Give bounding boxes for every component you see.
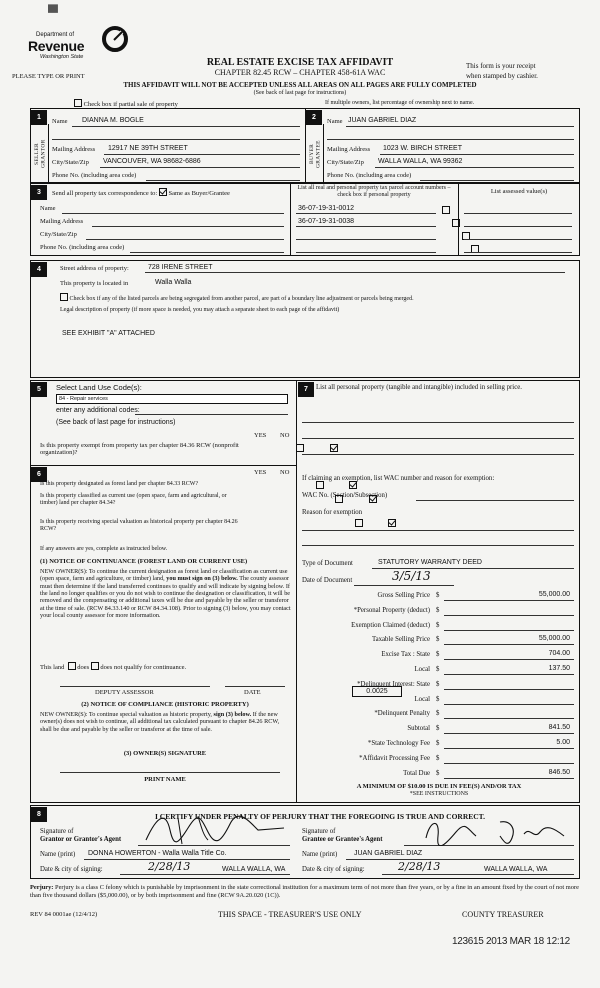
exemption-claim-label: If claiming an exemption, list WAC number and reason for exemption: <box>302 475 495 482</box>
fin-dollar-9: $ <box>436 725 440 732</box>
historic-yes-checkbox[interactable] <box>355 519 363 527</box>
if-yes-note: If any answers are yes, complete as instructed below. <box>40 546 168 552</box>
s6-no-header: NO <box>280 469 290 476</box>
fin-dollar-8: $ <box>436 710 440 717</box>
parcel-2-personal-checkbox[interactable] <box>452 219 460 227</box>
fin-label-6: *Delinquent Interest: State <box>357 681 430 688</box>
grantee-city[interactable]: WALLA WALLA, WA <box>484 866 548 873</box>
this-land-label: This land <box>40 664 65 671</box>
section-1-number: 1 <box>31 110 47 125</box>
section-6-number: 6 <box>31 467 47 482</box>
type-or-print: PLEASE TYPE OR PRINT <box>12 73 85 80</box>
partial-sale-checkbox[interactable] <box>74 99 82 107</box>
revenue-swoosh-icon <box>100 24 130 54</box>
fin-value-0[interactable]: 55,000.00 <box>538 591 570 598</box>
buyer-name-label: Name <box>327 118 343 125</box>
agency-name: Revenue <box>28 38 85 54</box>
minimum-instructions: *SEE INSTRUCTIONS <box>409 791 469 797</box>
historic-question: Is this property receiving special valuation as historical property per chapter 84.26 RCW? <box>40 519 238 532</box>
agency-line2: Washington State <box>40 54 84 60</box>
buyer-side-label: BUYER GRANTEE <box>309 140 322 168</box>
fin-dollar-10: $ <box>436 740 440 747</box>
fin-dollar-2: $ <box>436 622 440 629</box>
street-label: Street address of property: <box>60 265 129 272</box>
buyer-address-label: Mailing Address <box>327 146 371 153</box>
parcel-2[interactable]: 36-07-19-31-0038 <box>298 218 355 225</box>
fin-label-10: *State Technology Fee <box>367 740 430 747</box>
fin-line-5 <box>444 674 574 675</box>
print-name-label: PRINT NAME <box>144 776 186 783</box>
scan-mark: ▀ <box>48 4 58 20</box>
grantor-date[interactable]: 2/28/13 <box>148 860 191 873</box>
fin-value-5[interactable]: 137.50 <box>548 665 570 672</box>
fin-dollar-4: $ <box>436 651 440 658</box>
fin-value-3[interactable]: 55,000.00 <box>538 635 570 642</box>
land-use-value: 84 - Repair services <box>59 396 108 402</box>
form-subtitle: CHAPTER 82.45 RCW – CHAPTER 458-61A WAC <box>214 68 386 77</box>
notice1-text-b: The county assessor must then determine if the land transferred continues to qualify and will indicate by signing below. If the land no longer qualifies or you do not wish to continue the designation or classification, it will be removed and the compensating or additional taxes will be due and payable by the seller or transferor at the time of sale. (RCW 84.33.140 or RCW 84.34.108). Prior to signing (3) below, you may contact your local county assessor for more information. <box>40 575 291 619</box>
legal-value[interactable]: SEE EXHIBIT "A" ATTACHED <box>62 330 155 337</box>
exempt-yes-checkbox[interactable] <box>296 444 304 452</box>
fin-line-0 <box>444 600 574 601</box>
perjury-text: Perjury is a class C felony which is punishable by imprisonment in the state correctional institution for a maximum term of not more than five years, or by a fine in an amount fixed by the court of not more than five thousand dollars ($5,000.00), or by both imprisonment and fine (RCW 9A.20.020 (1C)). <box>30 884 579 899</box>
cashier-stamp: 123615 2013 MAR 18 12:12 <box>452 936 570 947</box>
seller-name[interactable]: DIANNA M. BOGLE <box>82 117 144 124</box>
fin-label-4: Excise Tax : State <box>381 651 430 658</box>
notice2-text-a: NEW OWNER(S): To continue special valuation as historic property, <box>40 711 212 718</box>
grantee-signature[interactable] <box>420 816 570 846</box>
seller-address[interactable]: 12917 NE 39TH STREET <box>108 145 188 152</box>
grantor-name-label: Name (print) <box>40 851 76 858</box>
warning-text: THIS AFFIDAVIT WILL NOT BE ACCEPTED UNLESS ALL AREAS ON ALL PAGES ARE FULLY COMPLETED <box>123 81 477 89</box>
grantee-date-label: Date & city of signing: <box>302 866 365 873</box>
fin-dollar-7: $ <box>436 696 440 703</box>
fin-value-10[interactable]: 5.00 <box>556 739 570 746</box>
fin-dollar-12: $ <box>436 770 440 777</box>
seller-city[interactable]: VANCOUVER, WA 98682-6886 <box>103 158 201 165</box>
segregated-row <box>60 293 560 303</box>
see-back-note: (See back of last page for instructions) <box>253 90 347 96</box>
multiple-owners-note: If multiple owners, list percentage of ownership next to name. <box>325 100 475 106</box>
doc-type-value[interactable]: STATUTORY WARRANTY DEED <box>378 559 482 566</box>
s3-address-label: Mailing Address <box>40 218 84 225</box>
fin-label-2: Exemption Claimed (deduct) <box>351 622 430 629</box>
buyer-city-label: City/State/Zip <box>327 159 364 166</box>
personal-property-label: List all personal property (tangible and intangible) included in selling price. <box>316 384 522 391</box>
fin-label-11: *Affidavit Processing Fee <box>359 755 430 762</box>
form-number: REV 84 0001ae (12/4/12) <box>30 911 98 918</box>
s3-phone-label: Phone No. (including area code) <box>40 244 125 251</box>
agency-line1: Department of <box>36 32 75 38</box>
perjury-label: Perjury: <box>30 884 54 891</box>
grantee-name-label: Name (print) <box>302 851 338 858</box>
notice2-bold: sign (3) below. <box>213 711 252 718</box>
fin-line-12 <box>444 778 574 779</box>
notice1-bold: you must sign on (3) below. <box>166 575 238 583</box>
located-value[interactable]: Walla Walla <box>155 279 192 286</box>
fin-dollar-5: $ <box>436 666 440 673</box>
historic-no-checkbox[interactable] <box>388 519 396 527</box>
fin-line-10 <box>444 748 574 749</box>
fin-label-7: Local <box>414 696 430 703</box>
forest-question: Is this property designated as forest land per chapter 84.33 RCW? <box>40 481 199 487</box>
form-title: REAL ESTATE EXCISE TAX AFFIDAVIT <box>206 57 394 68</box>
fin-line-8 <box>444 718 574 719</box>
additional-codes-label: enter any additional codes: <box>56 407 140 414</box>
grantee-print-name[interactable]: JUAN GABRIEL DIAZ <box>354 850 423 857</box>
does-checkbox[interactable] <box>68 662 76 670</box>
fin-dollar-0: $ <box>436 592 440 599</box>
section-4-number: 4 <box>31 262 47 277</box>
fin-value-4[interactable]: 704.00 <box>548 650 570 657</box>
notice1-title: (1) NOTICE OF CONTINUANCE (FOREST LAND OR CURRENT USE) <box>40 558 248 565</box>
seller-address-label: Mailing Address <box>52 146 96 153</box>
fin-line-3 <box>444 644 574 645</box>
receipt-line2: when stamped by cashier. <box>466 72 538 80</box>
seller-name-label: Name <box>52 118 68 125</box>
fin-line-4 <box>444 659 574 660</box>
section-5-number: 5 <box>31 382 47 397</box>
notice2-text-b: If the new owner(s) does not wish to continue, all additional tax calculated pursuant to chapter 84.26 RCW, shall be due and payable by the seller or transferor at the time of sale. <box>40 711 280 733</box>
same-as-buyer-checkbox[interactable] <box>159 188 167 196</box>
legal-label: Legal description of property (if more space is needed, you may attach a separate sheet to each page of the affidavit) <box>60 307 340 313</box>
fin-value-12[interactable]: 846.50 <box>548 769 570 776</box>
buyer-city[interactable]: WALLA WALLA, WA 99362 <box>378 158 463 165</box>
parcels-header: List all real and personal property tax parcel account numbers – check box if personal property <box>297 185 451 198</box>
fin-dollar-1: $ <box>436 607 440 614</box>
notice1-text <box>40 568 292 619</box>
receipt-line1: This form is your receipt <box>466 62 536 70</box>
section-3-number: 3 <box>31 185 47 200</box>
grantor-sig-label-b: Grantor or Grantor's Agent <box>40 836 122 843</box>
fin-dollar-3: $ <box>436 636 440 643</box>
grantor-date-label: Date & city of signing: <box>40 866 103 873</box>
fin-dollar-6: $ <box>436 681 440 688</box>
fin-label-3: Taxable Selling Price <box>371 636 430 643</box>
partial-sale-label: Check box if partial sale of property <box>83 101 178 108</box>
grantor-signature[interactable] <box>138 810 288 846</box>
owner-signature-label: (3) OWNER(S) SIGNATURE <box>123 750 207 757</box>
buyer-name[interactable]: JUAN GABRIEL DIAZ <box>348 117 417 124</box>
fin-dollar-11: $ <box>436 755 440 762</box>
land-use-label: Select Land Use Code(s): <box>56 383 142 392</box>
doc-date-value[interactable]: 3/5/13 <box>392 569 431 583</box>
wac-label: WAC No. (Section/Subsection) <box>302 492 388 499</box>
section-2-number: 2 <box>306 110 322 125</box>
exempt-no-checkbox[interactable] <box>330 444 338 452</box>
street-address[interactable]: 728 IRENE STREET <box>148 264 213 271</box>
fin-line-2 <box>444 630 574 631</box>
seller-side-label: SELLER GRANTOR <box>34 139 47 169</box>
fin-label-12: Total Due <box>403 770 430 777</box>
perjury-notice <box>30 884 580 899</box>
deputy-assessor-label: DEPUTY ASSESSOR <box>95 689 154 696</box>
notice1-text-a: NEW OWNER(S): To continue the current designation as forest land or classification as current use (open space, farm and agriculture, or timber) land, <box>40 568 288 583</box>
s3-city-label: City/State/Zip <box>40 231 77 238</box>
s5-see-back: (See back of last page for instructions) <box>56 419 176 426</box>
grantee-date[interactable]: 2/28/13 <box>398 860 441 873</box>
assessed-header: List assessed value(s) <box>490 188 548 195</box>
certify-statement: I CERTIFY UNDER PENALTY OF PERJURY THAT THE FOREGOING IS TRUE AND CORRECT. <box>154 812 485 821</box>
section-8-number: 8 <box>31 807 47 822</box>
does-not-label: does not qualify for continuance. <box>100 664 187 671</box>
s5-yes-header: YES <box>254 432 267 439</box>
county-treasurer-label: COUNTY TREASURER <box>462 910 544 919</box>
correspondence-row <box>52 188 230 197</box>
segregated-label: Check box if any of the listed parcels are being segregated from another parcel, are part of a boundary line adjustment or parcels being merged. <box>69 296 414 302</box>
fin-label-0: Gross Selling Price <box>377 592 430 599</box>
s6-yes-header: YES <box>254 469 267 476</box>
segregated-checkbox[interactable] <box>60 293 68 301</box>
fin-label-1: *Personal Property (deduct) <box>353 607 430 614</box>
section-4-box <box>30 260 580 378</box>
section-7-number: 7 <box>298 382 314 397</box>
grantor-sig-label-a: Signature of <box>40 828 74 835</box>
fin-label-8: *Delinquent Penalty <box>374 710 430 717</box>
minimum-notice: A MINIMUM OF $10.00 IS DUE IN FEE(S) AND/OR TAX <box>356 783 522 790</box>
current-use-question: Is this property classified as current use (open space, farm and agricultural, or timber) land per chapter 84.34? <box>40 493 227 506</box>
parcel-1[interactable]: 36-07-19-31-0012 <box>298 205 355 212</box>
agency-logo <box>10 22 130 64</box>
grantor-city[interactable]: WALLA WALLA, WA <box>222 866 286 873</box>
date-label: DATE <box>244 689 261 696</box>
exempt-question: Is this property exempt from property tax per chapter 84.36 RCW (nonprofit organization)? <box>40 442 239 457</box>
fin-line-11 <box>444 763 574 764</box>
located-label: This property is located in <box>60 280 129 287</box>
fin-line-9 <box>444 733 574 734</box>
s3-name-label: Name <box>40 205 56 212</box>
fin-line-1 <box>444 615 574 616</box>
doc-date-label: Date of Document <box>302 577 353 584</box>
fin-label-9: Subtotal <box>407 725 430 732</box>
seller-city-label: City/State/Zip <box>52 159 89 166</box>
buyer-address[interactable]: 1023 W. BIRCH STREET <box>383 145 462 152</box>
buyer-phone-label: Phone No. (including area code) <box>327 172 412 179</box>
reason-label: Reason for exemption <box>302 509 363 516</box>
local-rate-box[interactable] <box>352 686 402 697</box>
local-rate-value: 0.0025 <box>366 688 388 695</box>
parcel-1-personal-checkbox[interactable] <box>442 206 450 214</box>
s5-no-header: NO <box>280 432 290 439</box>
seller-phone-label: Phone No. (including area code) <box>52 172 137 179</box>
fin-label-5: Local <box>414 666 430 673</box>
does-label: does <box>77 664 90 671</box>
treasurer-space-label: THIS SPACE - TREASURER'S USE ONLY <box>218 910 362 919</box>
fin-line-7 <box>444 704 574 705</box>
grantor-print-name[interactable]: DONNA HOWERTON - Walla Walla Title Co. <box>88 850 227 857</box>
grantee-sig-label-a: Signature of <box>302 828 336 835</box>
same-as-buyer-label: Same as Buyer/Grantee <box>168 190 230 197</box>
notice2-title: (2) NOTICE OF COMPLIANCE (HISTORIC PROPERTY) <box>81 701 249 708</box>
notice2-text <box>40 711 292 733</box>
fin-line-6 <box>444 689 574 690</box>
continuance-row <box>40 662 186 671</box>
does-not-checkbox[interactable] <box>91 662 99 670</box>
doc-type-label: Type of Document <box>302 560 353 567</box>
land-use-select[interactable] <box>56 394 288 404</box>
send-correspondence-label: Send all property tax correspondence to: <box>52 190 158 197</box>
fin-value-9[interactable]: 841.50 <box>548 724 570 731</box>
grantee-sig-label-b: Grantee or Grantee's Agent <box>302 836 383 843</box>
